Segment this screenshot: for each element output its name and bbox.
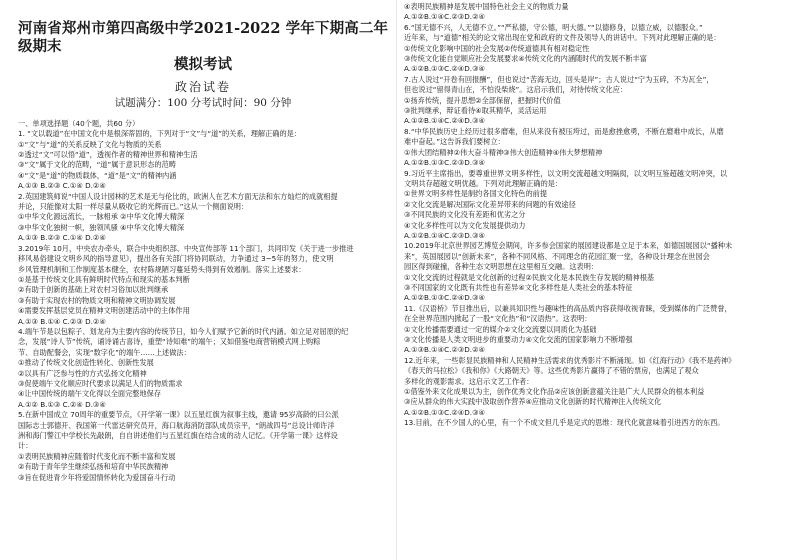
left-column: [18, 0, 388, 483]
text-line: A.①②B.①④C.②③D.②④: [404, 12, 485, 22]
text-line: 难中奋起。”这告诉我们要树立：: [404, 137, 505, 147]
text-line: A.①②B.①④C.②④D.③④: [404, 116, 485, 126]
text-line: 文明共存超越文明优越。下列对此理解正确的是：: [404, 178, 563, 188]
text-line: A.①③B.①④C.②③D.②④: [404, 345, 485, 355]
text-line: 国际志士郭德开、我国第一代雷达研究员开，海口航海消防部队成员宗平，“朗战四号”总设计师许洋: [18, 420, 335, 430]
text-line: ②有助于青年学生继续弘扬和培育中华民族精神: [18, 462, 169, 472]
text-line: ④表明民族精神是发展中国特色社会主义的物质力量: [404, 2, 569, 11]
text-line: ①借鉴外来文化成果以为主，创作优秀文化作品②应该创新意蕴关注是广大人民群众的根本利益: [404, 387, 705, 397]
subject-heading: 政治试卷: [174, 80, 231, 94]
text-line: ①伟大团结精神②伟大奋斗精神③伟大创造精神④伟大梦想精神: [404, 147, 603, 157]
text-line: ①文化传播需要通过一定的媒介②文化交流要以同质化为基础: [404, 324, 597, 334]
text-line: 来”，英国展园以“创新未来”，各种不同风格、不同理念的花园汇聚一堂，各种设计理念在世园会: [404, 251, 710, 261]
text-line: 4.端午节是以包粽子、划龙舟为主要内容的传统节日，如今人们赋予它新的时代内涵。如立足对屈原的纪: [18, 326, 349, 336]
text-line: ③不同民族的文化没有差距和优劣之分: [404, 210, 526, 220]
text-line: ③批判继承，辩证看待④取其精华，灵活运用: [404, 106, 547, 116]
text-line: A.①③ B.①④ C.②③ D.②④: [18, 316, 106, 326]
text-line: ②有助于创新的基础上对农村习俗加以批判继承: [18, 285, 169, 295]
text-line: 节、自助配餐会，实现“数字化”的端午……上述做法：: [18, 347, 191, 357]
text-line: 园区得到碰撞，各种生态文明思想在这里相互交融。这表明：: [404, 262, 599, 272]
text-line: 13.目前，在不少国人的心里，有一个不成文但几乎是定式的思维：现代化就意味着引进西方的东西。: [404, 418, 725, 428]
text-line: ①文化交流的过程就是文化创新的过程②民族文化是本民族生存发展的精神根基: [404, 272, 655, 282]
text-line: 计：: [18, 441, 33, 451]
text-line: 12.近年来，一些彰显民族精神和人民精神生活需求的优秀影片不断涌现。如《红海行动》《我不是药神》: [404, 355, 736, 365]
title-line-2: 模拟考试: [174, 56, 232, 73]
text-line: 乡风管理机制和工作制度基本健全，农村陈规陋习蔓延势头得到有效遏制。落实上述要求：: [18, 264, 306, 274]
text-line: ③不同国家的文化既有共性也有差异④文化多样性是人类社会的基本特征: [404, 282, 633, 292]
text-line: 10.2019年北京世界园艺博览会期间，许多参会国家的展园建设都是立足于本来，如德国展园以“播种未: [404, 241, 733, 251]
text-line: 2.英国建筑师说“中国人设计园林的艺术是无与伦比的，欧洲人在艺术方面无法和东方灿烂的成就相提: [18, 191, 338, 201]
text-line: 5.在新中国成立 70周年的重要节点，《开学第一课》以五星红旗为叙事主线，邀请 95岁高龄的曰公派: [18, 410, 339, 420]
text-line: ④需要发挥基层党员在精神文明创建活动中的主体作用: [18, 306, 190, 316]
text-line: ①是基于传统文化具有鲜明时代特点和现实的基本判断: [18, 274, 190, 284]
text-line: 念，发展“诗人节”传统，诵诗诵古喜诗，重塑“诗知难”的端午；又如借鉴电商营销模式网上购粽: [18, 337, 321, 347]
exam-meta: 试题满分：100 分考试时间：90 分钟: [114, 97, 292, 110]
text-line: 移风易俗建设文明乡风的指导意见》，提出各有关部门将协同联动，力争通过 3~5年的努力，使文明: [18, 254, 334, 264]
column-divider: [396, 0, 397, 560]
text-line: A.①②B.①③C.②③D.③④: [404, 158, 485, 168]
text-line: 7.古人说过“开卷有回报酬”，但也说过“苦海无边，回头是岸”；古人说过“宁为玉碎，不为瓦全”，: [404, 74, 714, 84]
right-question-list: [404, 2, 782, 429]
text-line: ①“文”与“道”的关系反映了文化与物质的关系: [18, 139, 162, 149]
text-line: ③中华文化独树一帜，独领风骚 ④中华文化博大精深: [18, 222, 185, 232]
text-line: ①推动了传统文化创造性转化、创新性发展: [18, 358, 154, 368]
text-line: ②以具有广泛参与性的方式弘扬文化精神: [18, 368, 147, 378]
text-line: ④“文”是“道”的物质载体，“道”是“文”的精神内涵: [18, 170, 177, 180]
text-line: ①世界文明多样性是制约各国文化特色的前提: [404, 189, 548, 199]
text-line: 6.“国无德不兴，人无德不立。”“严私德，守公德，明大德。”“以德修身，以德立威，以德服众。”: [404, 22, 703, 32]
text-line: A.①②B.①③C.②④D.③④: [404, 407, 485, 417]
text-line: 8.“中华民族历史上经历过很多磨难，但从来没有被压垮过，而是愈挫愈勇，不断在磨难中成长，从磨: [404, 126, 724, 136]
text-line: ①表明民族精神应随着时代变化而不断丰富和发展: [18, 451, 176, 461]
text-line: ③文化传播是人类文明进步的重要动力④文化交流的国家影响力不断增强: [404, 335, 633, 344]
text-line: 近年来，与“道德”相关的论文常出现在党和政府的文件及领导人的讲话中。下列对此理解正确的是：: [404, 33, 721, 43]
text-line: ③有助于实现农村的物质文明和精神文明协调发展: [18, 295, 176, 305]
text-line: 在全世界范围内掀起了一股“文化热”和“汉语热”。这表明：: [404, 314, 592, 324]
text-line: ②透过“文”可以悟“道”，透视作者的精神世界和精神生活: [18, 150, 198, 160]
text-line: ①扬弃传统，提升思想②全部保留，把握时代价值: [404, 95, 561, 105]
right-column: [404, 0, 782, 429]
text-line: 3.2019年 10月，中央农办牵头，联合中央组织部、中央宣传部等 11个部门，共同印发《关于进一步推进: [18, 243, 354, 253]
text-line: ①中华文化源远流长，一脉相承 ②中华文化博大精深: [18, 212, 185, 222]
text-line: ③传统文化能自觉顺应社会发展要求④传统文化的内涵随时代的发展不断丰富: [404, 54, 647, 64]
title-line-1: 河南省郑州市第四高级中学2021-2022 学年下期高二年级期末: [18, 20, 388, 55]
text-line: ③旨在促进青少年将爱国情怀转化为爱国奋斗行动: [18, 472, 176, 482]
text-line: 多样化的观影需求。这启示文艺工作者：: [404, 376, 534, 386]
text-line: 但也说过“留得青山在，不怕没柴烧”。这启示我们，对待传统文化应：: [404, 85, 628, 95]
text-line: 并论，只能像对太阳一样尽量从吸收它的光辉而已。”这从一个侧面说明：: [18, 202, 249, 212]
text-line: A.①②B.①③C.②④D.③④: [404, 64, 485, 74]
text-line: ③促使端午文化顺应时代要求以满足人们的物质需求: [18, 378, 183, 388]
section-heading: 一、单项选择题（40个题，共60 分）: [18, 118, 140, 128]
document-title: [18, 20, 388, 74]
text-line: A.①②B.①③C.②④D.③④: [404, 293, 485, 303]
text-line: A.①③ B.②③ C.①④ D.②④: [18, 233, 106, 243]
text-line: ④文化多样性可以为文化发展提供动力: [404, 220, 526, 230]
text-line: ①传统文化影响中国的社会发展②传统道德具有相对稳定性: [404, 43, 590, 53]
text-line: 9.习近平主席指出，要尊重世界文明多样性，以文明交流超越文明隔阂，以文明互鉴超越文明冲突，以: [404, 168, 728, 178]
text-line: A.①②B.①④C.②③D.③④: [404, 230, 485, 240]
text-line: A.①③ B.②③ C.①④ D.②④: [18, 181, 106, 191]
text-line: A.①② B.①③ C.②④ D.③④: [18, 399, 106, 409]
left-question-list: [18, 129, 388, 483]
text-line: ③“文”属于文化的范畴，“道”属于意识形态的范畴: [18, 160, 176, 170]
text-line: ④让中国传统的端午文化得以全面完整地保存: [18, 389, 162, 399]
text-line: 1. “文以载道”在中国文化中是根深蒂固的，下列对于“文”与“道”的关系，理解正确的是：: [18, 129, 302, 139]
text-line: 11.《汉语桥》节目推出后，以兼具知识性与趣味性的高品质内容获得收视青睐，受到媒体的广泛赞誉，: [404, 303, 732, 313]
text-line: ③应从群众的伟大实践中汲取创作营养④应推动文化创新的时代精神注入传统文化: [404, 397, 662, 407]
text-line: ②文化交流是解决国际文化差异带来的问题的有效途径: [404, 199, 576, 209]
text-line: 洲和海门警江中学校长先敲朗，自自讲述他们与五星红旗在结合成的动人记忆。《开学第一课》这样设: [18, 431, 338, 440]
text-line: 《春天的马拉松》《我和你》《大路朝天》等。这些优秀影片赢得了不错的票房，也满足了观众: [404, 366, 699, 376]
